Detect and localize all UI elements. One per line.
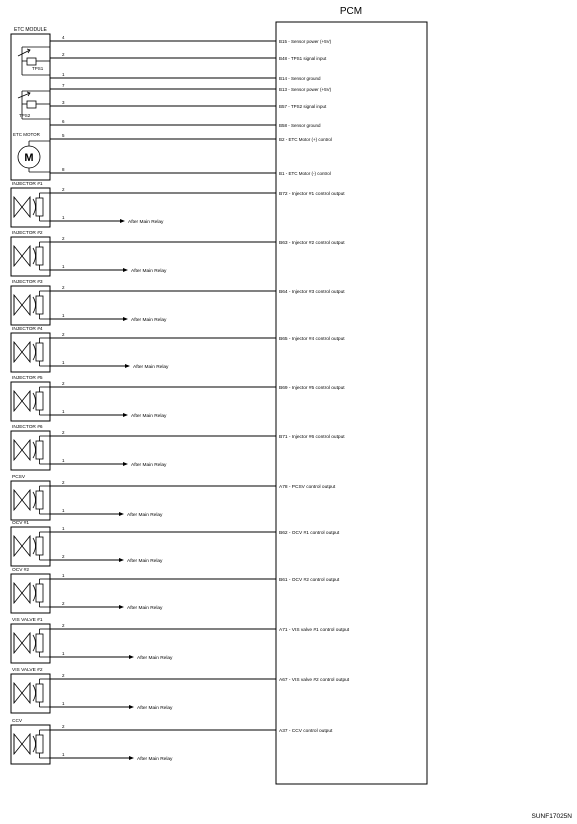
pin-bottom-number: 2 bbox=[62, 554, 65, 559]
pin-bottom-number: 1 bbox=[62, 264, 65, 269]
pcm-terminal-label: B61 - OCV #2 control output bbox=[279, 578, 340, 583]
component-label: VIS VALVE #2 bbox=[12, 668, 43, 673]
pin-bottom-number: 1 bbox=[62, 360, 65, 365]
component-label: VIS VALVE #1 bbox=[12, 618, 43, 623]
pin-number: 8 bbox=[62, 167, 65, 172]
etc-motor-label: ETC MOTOR bbox=[13, 132, 40, 137]
pin-bottom-number: 1 bbox=[62, 215, 65, 220]
pcm-terminal-label: B63 - Injector #2 control output bbox=[279, 241, 345, 246]
arrow-right-icon bbox=[129, 655, 134, 659]
pin-number: 3 bbox=[62, 100, 65, 105]
relay-label: After Main Relay bbox=[131, 318, 167, 323]
relay-label: After Main Relay bbox=[127, 606, 163, 611]
pcm-terminal-label: B14 - Sensor ground bbox=[279, 76, 321, 81]
component-label: PCSV bbox=[12, 475, 26, 480]
arrow-right-icon bbox=[119, 512, 124, 516]
pcm-terminal-label: A71 - VIS valve #1 control output bbox=[279, 628, 350, 633]
relay-label: After Main Relay bbox=[131, 463, 167, 468]
relay-label: After Main Relay bbox=[137, 706, 173, 711]
arrow-right-icon bbox=[129, 756, 134, 760]
relay-label: After Main Relay bbox=[128, 220, 164, 225]
pcm-terminal-label: B71 - Injector #6 control output bbox=[279, 435, 345, 440]
pcm-terminal-label: B13 - Sensor power (+5V) bbox=[279, 87, 332, 92]
component-label: OCV #1 bbox=[12, 521, 30, 526]
component-label: CCV bbox=[12, 719, 23, 724]
pcm-terminal-label: B64 - Injector #3 control output bbox=[279, 290, 345, 295]
pin-top-number: 2 bbox=[62, 332, 65, 337]
pin-top-number: 1 bbox=[62, 526, 65, 531]
pcm-label: PCM bbox=[339, 6, 363, 17]
component-label: INJECTOR #6 bbox=[12, 425, 43, 430]
pin-bottom-number: 1 bbox=[62, 651, 65, 656]
pcm-terminal-label: A37 - CCV control output bbox=[279, 729, 333, 734]
component-label: INJECTOR #5 bbox=[12, 376, 43, 381]
relay-label: After Main Relay bbox=[127, 559, 163, 564]
motor-symbol: M bbox=[24, 152, 34, 164]
relay-label: After Main Relay bbox=[137, 757, 173, 762]
arrow-right-icon bbox=[119, 605, 124, 609]
arrow-right-icon bbox=[125, 364, 130, 368]
pin-number: 4 bbox=[62, 35, 65, 40]
pin-bottom-number: 1 bbox=[62, 752, 65, 757]
pin-top-number: 2 bbox=[62, 381, 65, 386]
pin-number: 1 bbox=[62, 72, 65, 77]
pin-top-number: 2 bbox=[62, 724, 65, 729]
etc-module-label: ETC MODULE bbox=[14, 27, 47, 33]
pin-top-number: 2 bbox=[62, 236, 65, 241]
pin-top-number: 1 bbox=[62, 573, 65, 578]
pcm-terminal-label: B1 - ETC Motor (-) control bbox=[279, 171, 331, 176]
pcm-terminal-label: B48 - TPS1 signal input bbox=[279, 56, 327, 61]
arrow-right-icon bbox=[123, 268, 128, 272]
pin-top-number: 2 bbox=[62, 430, 65, 435]
pcm-terminal-label: A78 - PCSV control output bbox=[279, 485, 336, 490]
pcm-terminal-label: A67 - VIS valve #2 control output bbox=[279, 678, 350, 683]
pin-top-number: 2 bbox=[62, 285, 65, 290]
pin-top-number: 2 bbox=[62, 187, 65, 192]
figure-code: SUNF17025N bbox=[531, 813, 572, 820]
arrow-right-icon bbox=[123, 317, 128, 321]
arrow-right-icon bbox=[129, 705, 134, 709]
pin-bottom-number: 1 bbox=[62, 458, 65, 463]
arrow-right-icon bbox=[120, 219, 125, 223]
component-label: INJECTOR #1 bbox=[12, 182, 43, 187]
pin-top-number: 2 bbox=[62, 673, 65, 678]
relay-label: After Main Relay bbox=[131, 269, 167, 274]
pin-bottom-number: 1 bbox=[62, 508, 65, 513]
pcm-terminal-label: B15 - Sensor power (+5V) bbox=[279, 39, 332, 44]
pin-top-number: 2 bbox=[62, 480, 65, 485]
pcm-terminal-label: B72 - Injector #1 control output bbox=[279, 192, 345, 197]
component-label: OCV #2 bbox=[12, 568, 30, 573]
pin-bottom-number: 1 bbox=[62, 701, 65, 706]
relay-label: After Main Relay bbox=[137, 656, 173, 661]
pcm-terminal-label: B62 - OCV #1 control output bbox=[279, 531, 340, 536]
pin-number: 5 bbox=[62, 133, 65, 138]
pcm-terminal-label: B69 - Injector #5 control output bbox=[279, 386, 345, 391]
component-label: INJECTOR #2 bbox=[12, 231, 43, 236]
arrow-right-icon bbox=[123, 462, 128, 466]
pin-number: 2 bbox=[62, 52, 65, 57]
tps2-label: TPS2 bbox=[19, 113, 31, 118]
pcm-terminal-label: B65 - Injector #4 control output bbox=[279, 337, 345, 342]
component-label: INJECTOR #4 bbox=[12, 327, 43, 332]
pin-number: 6 bbox=[62, 119, 65, 124]
component-label: INJECTOR #3 bbox=[12, 280, 43, 285]
tps1-label: TPS1 bbox=[32, 66, 44, 71]
pin-bottom-number: 1 bbox=[62, 313, 65, 318]
pin-bottom-number: 2 bbox=[62, 601, 65, 606]
pin-number: 7 bbox=[62, 83, 65, 88]
pin-bottom-number: 1 bbox=[62, 409, 65, 414]
relay-label: After Main Relay bbox=[127, 513, 163, 518]
arrow-right-icon bbox=[123, 413, 128, 417]
pcm-terminal-label: B57 - TPS2 signal input bbox=[279, 104, 327, 109]
relay-label: After Main Relay bbox=[133, 365, 169, 370]
pcm-terminal-label: B58 - Sensor ground bbox=[279, 123, 321, 128]
pcm-terminal-label: B2 - ETC Motor (+) control bbox=[279, 137, 332, 142]
relay-label: After Main Relay bbox=[131, 414, 167, 419]
pin-top-number: 2 bbox=[62, 623, 65, 628]
arrow-right-icon bbox=[119, 558, 124, 562]
